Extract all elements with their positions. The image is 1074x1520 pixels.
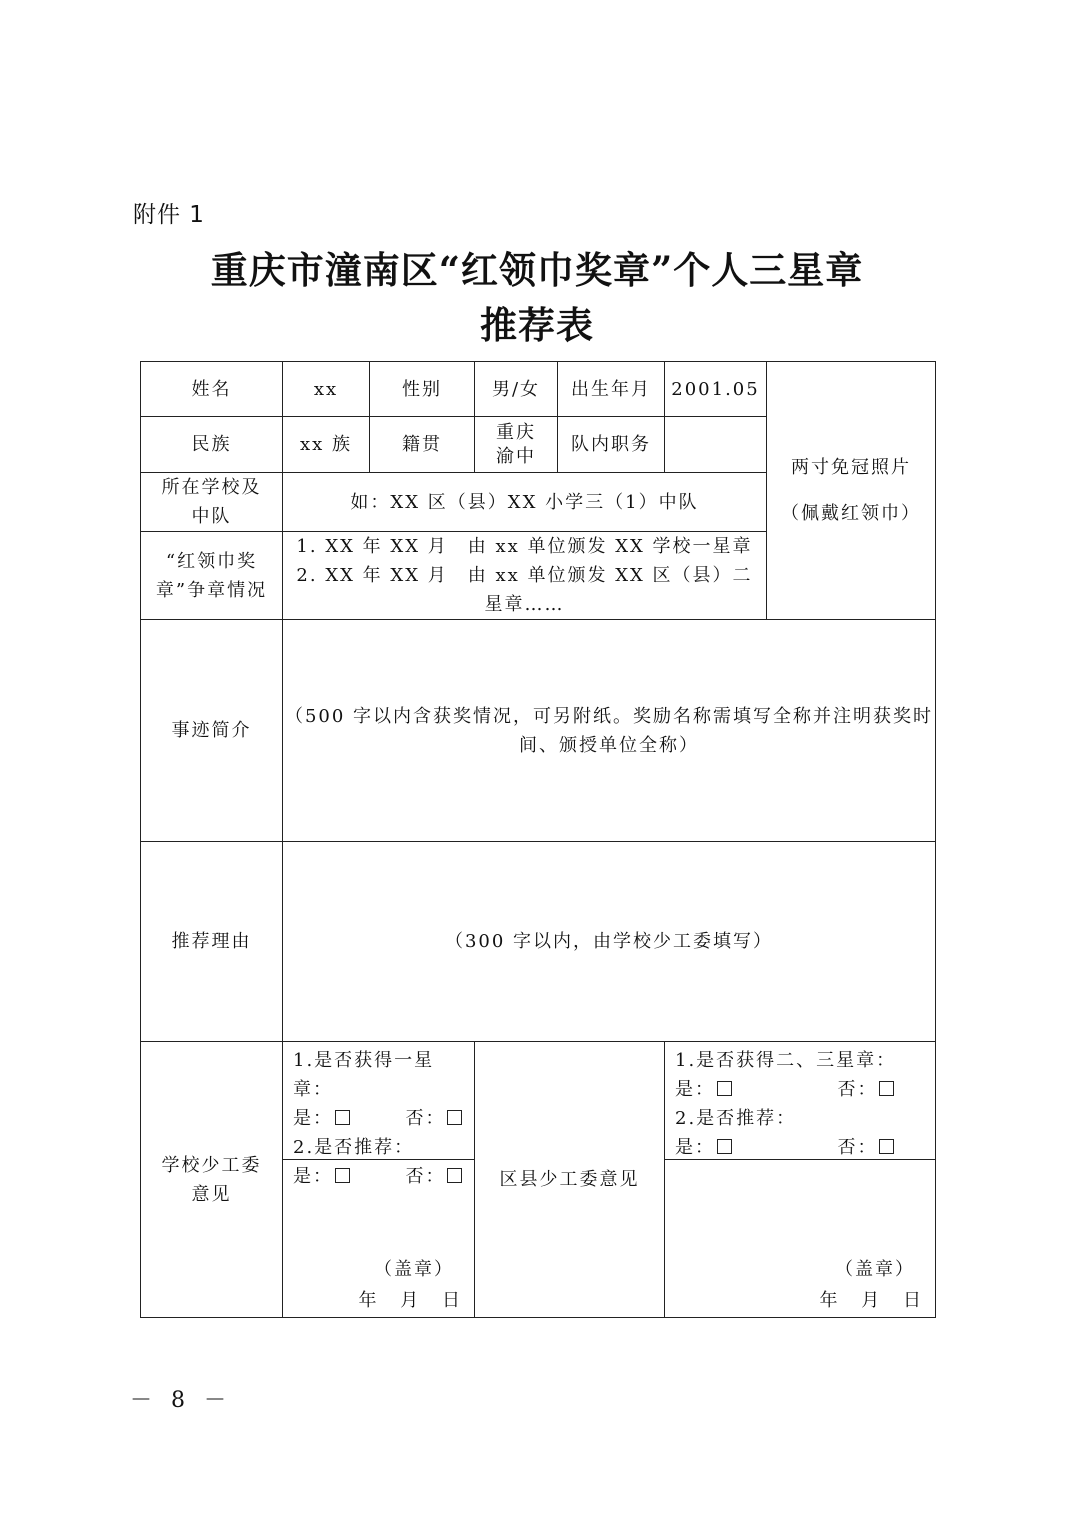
district-date: 年 月 日: [819, 1290, 923, 1311]
deeds-value[interactable]: （500 字以内含获奖情况，可另附纸。奖励名称需填写全称并注明获奖时间、颁授单位全称）: [283, 620, 936, 842]
school-opinion-label: 学校少工委意见: [141, 1042, 283, 1318]
ethnicity-value[interactable]: xx 族: [283, 417, 370, 473]
page-number: － 8 －: [130, 1388, 232, 1413]
district-q1-no-checkbox[interactable]: [879, 1081, 894, 1096]
district-q1-no: 否：: [837, 1079, 878, 1100]
district-q1-yes-checkbox[interactable]: [717, 1081, 732, 1096]
school-q2: 2.是否推荐：: [293, 1137, 415, 1158]
name-value[interactable]: xx: [283, 362, 370, 417]
birth-value[interactable]: 2001.05: [665, 362, 767, 417]
school-label: 所在学校及中队: [141, 473, 283, 532]
school-q2-no: 否：: [405, 1166, 446, 1187]
native-place-label: 籍贯: [370, 417, 475, 473]
district-q2-yes-checkbox[interactable]: [717, 1139, 732, 1154]
school-date: 年 月 日: [358, 1290, 462, 1311]
school-q1-no: 否：: [405, 1108, 446, 1129]
school-seal-area[interactable]: [283, 1159, 474, 1317]
reason-value[interactable]: （300 字以内，由学校少工委填写）: [283, 842, 936, 1042]
gender-value[interactable]: 男/女: [475, 362, 558, 417]
position-value[interactable]: [665, 417, 767, 473]
district-opinion-cell: [665, 1042, 936, 1318]
badge-status-label: “红领巾奖章”争章情况: [141, 532, 283, 620]
badge-line-1: 1. XX 年 XX 月 由 xx 单位颁发 XX 学校一星章: [296, 536, 753, 557]
photo-placeholder[interactable]: [767, 362, 936, 620]
badge-status-value[interactable]: [283, 532, 767, 620]
school-q1-no-checkbox[interactable]: [447, 1110, 462, 1125]
district-q2-no-checkbox[interactable]: [879, 1139, 894, 1154]
reason-label: 推荐理由: [141, 842, 283, 1042]
district-q2-no: 否：: [837, 1137, 878, 1158]
district-q2-yes: 是：: [675, 1137, 715, 1158]
name-label: 姓名: [141, 362, 283, 417]
district-q1-yes: 是：: [675, 1079, 715, 1100]
school-value[interactable]: 如：XX 区（县）XX 小学三（1）中队: [283, 473, 767, 532]
position-label: 队内职务: [558, 417, 665, 473]
school-seal: （盖章）: [374, 1259, 454, 1280]
birth-label: 出生年月: [558, 362, 665, 417]
school-opinion-cell: [283, 1042, 475, 1318]
school-q1-yes: 是：: [293, 1108, 333, 1129]
recommendation-form: [140, 361, 936, 1318]
district-seal: （盖章）: [835, 1259, 915, 1280]
deeds-label: 事迹简介: [141, 620, 283, 842]
district-q1: 1.是否获得二、三星章：: [675, 1050, 897, 1071]
school-q2-yes: 是：: [293, 1166, 333, 1187]
school-q1: 1.是否获得一星章：: [293, 1050, 435, 1100]
school-q1-yes-checkbox[interactable]: [335, 1110, 350, 1125]
district-q2: 2.是否推荐：: [675, 1108, 797, 1129]
photo-line1: 两寸免冠照片: [791, 456, 911, 478]
native-place-value[interactable]: 重庆渝中: [475, 417, 558, 473]
ethnicity-label: 民族: [141, 417, 283, 473]
photo-line2: （佩戴红领巾）: [781, 502, 921, 524]
attachment-label: 附件 1: [133, 202, 205, 228]
badge-line-2: 2. XX 年 XX 月 由 xx 单位颁发 XX 区（县）二星章……: [296, 565, 753, 615]
gender-label: 性别: [370, 362, 475, 417]
district-opinion-label: 区县少工委意见: [475, 1042, 665, 1318]
form-title: 重庆市潼南区“红领巾奖章”个人三星章: [210, 248, 864, 292]
form-subtitle: 推荐表: [480, 303, 594, 347]
district-seal-area[interactable]: [665, 1159, 935, 1317]
